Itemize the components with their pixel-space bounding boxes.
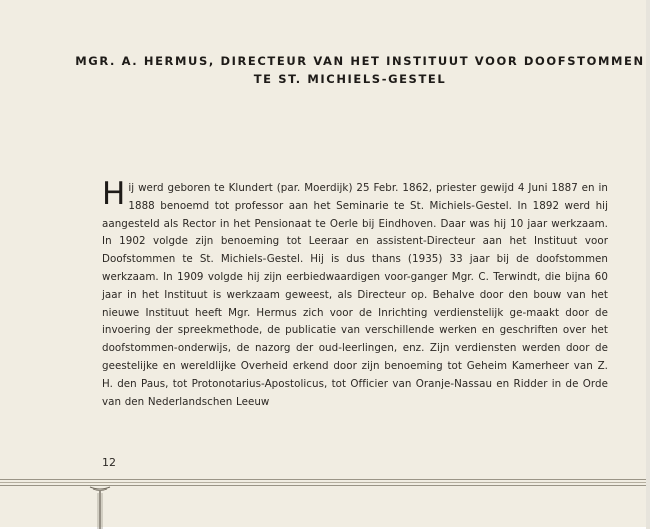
biography-paragraph bbox=[102, 176, 608, 411]
heading-line-1: MGR. A. HERMUS, DIRECTEUR VAN HET INSTITUUT VOOR DOOFSTOMMEN bbox=[75, 54, 645, 68]
drop-cap: H bbox=[102, 176, 126, 212]
biography-text: ij werd geboren te Klundert (par. Moerdijk) 25 Febr. 1862, priester gewijd 4 Juni 1887 en in 1888 benoemd tot professor aan het Seminarie te St. Michiels-Gestel. In 1892 werd hij aangesteld als Rector in het Pensionaat te Oerle bij Eindhoven. Daar was hij 10 jaar werkzaam. In 1902 volgde zijn benoeming tot Leeraar en assistent-Directeur aan het Instituut voor Doofstommen te St. Michiels-Gestel. Hij is dus thans (1935) 33 jaar bij de doofstommen werkzaam. In 1909 volgde hij zijn eerbiedwaardigen voor-ganger Mgr. C. Terwindt, die bijna 60 jaar in het Instituut is werkzaam geweest, als Directeur op. Behalve door den bouw van het nieuwe Instituut heeft Mgr. Hermus zich voor de Inrichting verdienstelijk ge-maakt door de invoering der spreekmethode, de publicatie van verschillende werken en geschriften over het doofstommen-onderwijs, de nazorg der oud-leerlingen, enz. Zijn verdiensten werden door de geestelijke en wereldlijke Overheid erkend door zijn benoeming tot Geheim Kamerheer van Z. H. den Paus, tot Protonotarius-Apostolicus, tot Officier van Oranje-Nassau en Ridder in de Orde van den Nederlandschen Leeuw bbox=[102, 182, 608, 408]
heading-line-2: TE ST. MICHIELS-GESTEL bbox=[253, 72, 447, 86]
page-number: 12 bbox=[102, 456, 116, 469]
page-edge bbox=[646, 0, 650, 529]
column-ornament-icon bbox=[88, 479, 112, 529]
